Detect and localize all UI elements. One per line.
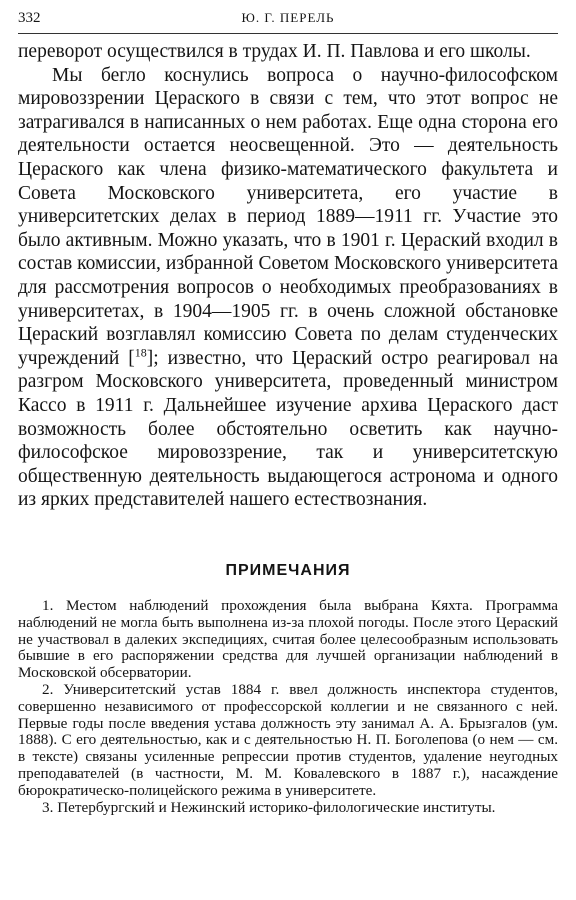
main-text: [18, 40, 558, 512]
reference-number: 18: [134, 345, 147, 360]
note-item: 1. Местом наблюдений прохождения была выбрана Кяхта. Программа наблюдений не могла быть выполнена из-за плохой погоды. После этого Цераский не участвовал в далеких экспедициях, считая более целесообразным использовать бывшие в его распоряжении средства для лучшей организации наблюдений в Московской обсерватории.: [18, 597, 558, 682]
note-item: 3. Петербургский и Нежинский историко-филологические институты.: [42, 798, 496, 816]
note-item: 2. Университетский устав 1884 г. ввел должность инспектора студентов, совершенно независимого от профессорской коллегии и не связанного с ней. Первые годы после введения устава должность эту занимал А. А. Брызгалов (ум. 1888). С его деятельностью, как и с деятельностью Н. П. Боголепова (о нем — см. в тексте) связаны усиленные репрессии против студентов, удаление неугодных преподавателей (в частности, М. М. Ковалевского в 1887 г.), насаждение бюрократическо-полицейского режима в университете.: [18, 680, 558, 799]
paragraph-main: [18, 64, 558, 512]
header-rule: [18, 33, 558, 34]
running-title: Ю. Г. ПЕРЕЛЬ: [241, 10, 335, 25]
page-number: 332: [18, 10, 41, 26]
paragraph-main-part-a: Мы бегло коснулись вопроса о научно-философском мировоззрении Цераского в связи с тем, что этот вопрос не затрагивался в написанных о нем работах. Еще одна сторона его деятельности остается неосвещенной. Это — деятельность Цераского как члена физико-математического факультета и Совета Московского университета, его участие в университетских делах в период 1889—1911 гг. Участие это было активным. Можно указать, что в 1901 г. Цераский входил в состав комиссии, избранной Советом Московского университета для рассмотрения вопросов о необходимых преобразованиях в университетах, в 1904—1905 гг. в очень сложной обстановке Цераский возглавлял комиссию Совета по делам студенческих учреждений [: [18, 64, 558, 369]
notes-heading: ПРИМЕЧАНИЯ: [225, 562, 351, 579]
notes-list: [18, 598, 558, 816]
page-header: [18, 6, 558, 30]
paragraph-continuation: переворот осуществился в трудах И. П. Павлова и его школы.: [18, 41, 531, 62]
paragraph-main-part-b: ]; известно, что Цераский остро реагировал на разгром Московского университета, проведенный министром Кассо в 1911 г. Дальнейшее изучение архива Цераского даст возможность более обстоятельно осветить как научно-философское мировоззрение, так и университетскую общественную деятельность выдающегося астронома и одного из ярких представителей нашего естествознания.: [18, 347, 559, 511]
